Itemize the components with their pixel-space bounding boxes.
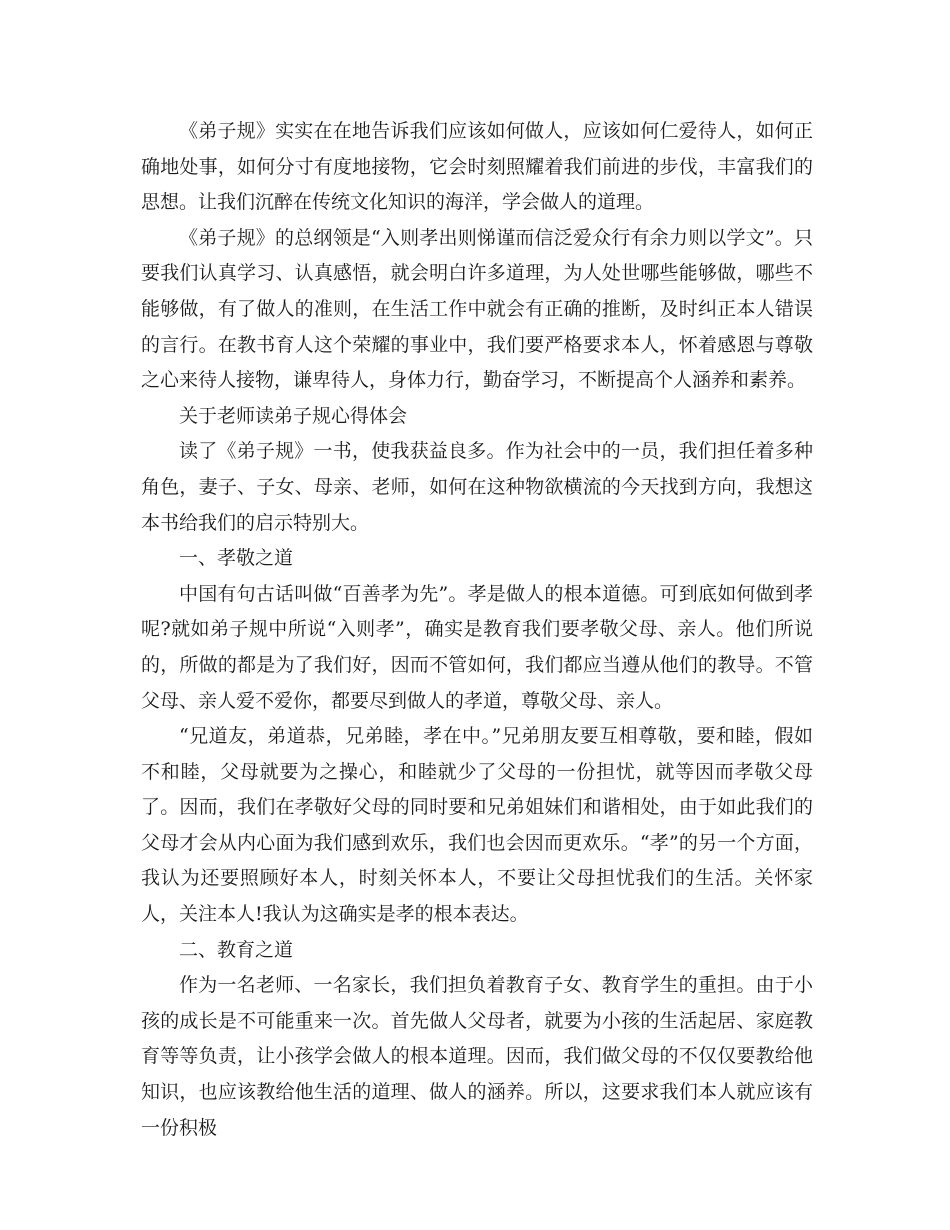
paragraph-filial-piety-2: “兄道友，弟道恭，兄弟睦，孝在中。”兄弟朋友要互相尊敬，要和睦，假如不和睦，父母就要为之操心，和睦就少了父母的一份担忧，就等因而孝敬父母了。因而，我们在孝敬好父母的同时要和兄弟姐妹们和谐相处，由于如此我们的父母才会从内心面为我们感到欢乐，我们也会因而更欢乐。“孝”的另一个方面，我认为还要照顾好本人，时刻关怀本人，不要让父母担忧我们的生活。关怀家人，关注本人!我认为这确实是孝的根本表达。 <box>141 725 813 926</box>
paragraph-intro: 《弟子规》实实在在地告诉我们应该如何做人，应该如何仁爱待人，如何正确地处事，如何分寸有度地接物，它会时刻照耀着我们前进的步伐，丰富我们的思想。让我们沉醉在传统文化知识的海洋，学会做人的道理。 <box>141 120 813 214</box>
paragraph-filial-piety-1: 中国有句古话叫做“百善孝为先”。孝是做人的根本道德。可到底如何做到孝呢?就如弟子规中所说“入则孝”，确实是教育我们要孝敬父母、亲人。他们所说的，所做的都是为了我们好，因而不管如何，我们都应当遵从他们的教导。不管父母、亲人爱不爱你，都要尽到做人的孝道，尊敬父母、亲人。 <box>141 582 813 712</box>
paragraph-education: 作为一名老师、一名家长，我们担负着教育子女、教育学生的重担。由于小孩的成长是不可能重来一次。首先做人父母者，就要为小孩的生活起居、家庭教育等等负责，让小孩学会做人的根本道理。因而，我们做父母的不仅仅要教给他知识，也应该教给他生活的道理、做人的涵养。所以，这要求我们本人就应该有一份积极 <box>141 974 813 1139</box>
section-title: 关于老师读弟子规心得体会 <box>179 404 408 427</box>
heading-education: 二、教育之道 <box>179 938 294 961</box>
heading-filial-piety: 一、孝敬之道 <box>179 547 294 570</box>
document-body <box>141 114 813 1146</box>
paragraph-outline: 《弟子规》的总纲领是“入则孝出则悌谨而信泛爱众行有余力则以学文”。只要我们认真学习、认真感悟，就会明白许多道理，为人处世哪些能够做，哪些不能够做，有了做人的准则，在生活工作中就会有正确的推断，及时纠正本人错误的言行。在教书育人这个荣耀的事业中，我们要严格要求本人，怀着感恩与尊敬之心来待人接物，谦卑待人，身体力行，勤奋学习，不断提高个人涵养和素养。 <box>141 226 813 392</box>
paragraph-reading: 读了《弟子规》一书，使我获益良多。作为社会中的一员，我们担任着多种角色，妻子、子女、母亲、老师，如何在这种物欲横流的今天找到方向，我想这本书给我们的启示特别大。 <box>141 440 813 534</box>
